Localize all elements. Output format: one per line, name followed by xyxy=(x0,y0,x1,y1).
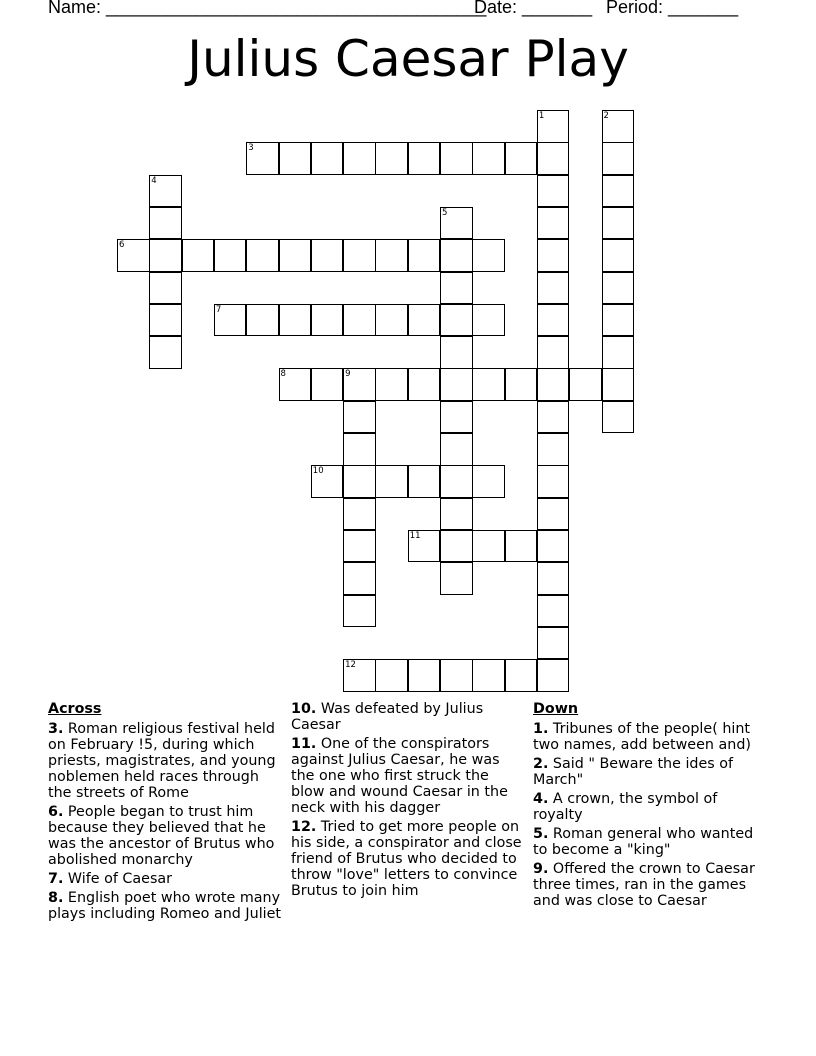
clue-number-label: 5. xyxy=(533,826,549,842)
grid-cell[interactable] xyxy=(537,336,570,369)
grid-cell[interactable] xyxy=(537,401,570,434)
grid-cell[interactable] xyxy=(537,659,570,692)
clue-text: Offered the crown to Caesar three times, ran in the games and was close to Caesar xyxy=(533,861,755,909)
clue-number-label: 6. xyxy=(48,804,64,820)
clue-number: 7 xyxy=(215,304,222,315)
grid-cell[interactable] xyxy=(149,207,182,240)
grid-cell[interactable] xyxy=(149,336,182,369)
grid-cell[interactable] xyxy=(602,207,635,240)
grid-cell[interactable] xyxy=(149,239,182,272)
down-clue xyxy=(533,826,769,858)
clue-number-label: 1. xyxy=(533,721,549,737)
across-clue xyxy=(48,804,284,868)
grid-cell[interactable] xyxy=(440,530,473,563)
clue-number-label: 2. xyxy=(533,756,549,772)
grid-cell[interactable] xyxy=(537,562,570,595)
grid-cell[interactable] xyxy=(602,368,635,401)
grid-cell[interactable] xyxy=(537,272,570,305)
clue-number: 3 xyxy=(248,143,254,154)
grid-cell[interactable] xyxy=(505,530,538,563)
clue-number-label: 11. xyxy=(291,736,317,752)
clue-number-label: 12. xyxy=(291,819,317,835)
date-field[interactable]: Date: _______ xyxy=(474,0,593,17)
grid-cell[interactable] xyxy=(440,659,473,692)
clue-number: 2 xyxy=(603,111,609,121)
clue-text: Tribunes of the people( hint two names, add between and) xyxy=(533,721,751,753)
grid-cell[interactable] xyxy=(149,272,182,305)
grid-cell[interactable] xyxy=(343,304,376,337)
clue-text: Tried to get more people on his side, a conspirator and close friend of Brutus who decided to throw "love" letters to convince Brutus to join him xyxy=(291,819,522,899)
down-clue xyxy=(533,861,769,909)
clue-number: 5 xyxy=(442,207,448,218)
grid-cell[interactable] xyxy=(537,175,570,208)
grid-cell[interactable] xyxy=(375,304,408,337)
across-clue xyxy=(291,736,523,816)
name-field[interactable]: Name: ______________________________________ xyxy=(48,0,487,17)
clue-text: Said " Beware the ides of March" xyxy=(533,756,734,788)
grid-cell[interactable] xyxy=(375,368,408,401)
grid-cell[interactable] xyxy=(311,368,344,401)
grid-cell[interactable] xyxy=(311,239,344,272)
grid-cell[interactable] xyxy=(472,142,505,175)
clue-number: 1 xyxy=(538,111,545,121)
grid-cell[interactable] xyxy=(408,368,441,401)
grid-cell[interactable] xyxy=(408,304,441,337)
clue-number: 4 xyxy=(151,175,157,186)
grid-cell[interactable] xyxy=(537,530,570,563)
grid-cell[interactable] xyxy=(375,659,408,692)
grid-cell[interactable] xyxy=(537,239,570,272)
grid-cell[interactable] xyxy=(602,336,635,369)
across-clue xyxy=(48,871,284,887)
clue-number: 9 xyxy=(345,369,351,380)
across-clue xyxy=(48,721,284,801)
clues-column-3 xyxy=(533,701,769,912)
grid-cell[interactable] xyxy=(149,304,182,337)
clue-text: A crown, the symbol of royalty xyxy=(533,791,718,823)
clues-column-1 xyxy=(48,701,284,925)
grid-cell[interactable] xyxy=(505,142,538,175)
down-clue xyxy=(533,756,769,788)
grid-cell[interactable] xyxy=(537,304,570,337)
down-clue xyxy=(533,721,769,753)
clue-number-label: 4. xyxy=(533,791,549,807)
clue-text: English poet who wrote many plays including Romeo and Juliet xyxy=(48,890,282,922)
grid-cell[interactable] xyxy=(408,465,441,498)
clue-number-label: 7. xyxy=(48,871,64,887)
grid-cell[interactable] xyxy=(472,465,505,498)
grid-cell[interactable] xyxy=(182,239,215,272)
clue-number: 11 xyxy=(409,530,421,541)
clue-number-label: 8. xyxy=(48,890,64,906)
grid-cell[interactable] xyxy=(408,659,441,692)
grid-cell[interactable] xyxy=(537,595,570,628)
grid-cell[interactable] xyxy=(537,627,570,660)
grid-cell[interactable] xyxy=(569,368,602,401)
across-heading: Across xyxy=(48,701,102,717)
grid-cell[interactable] xyxy=(343,595,376,628)
grid-cell[interactable] xyxy=(375,142,408,175)
grid-cell[interactable] xyxy=(408,239,441,272)
clue-text: Was defeated by Julius Caesar xyxy=(291,701,484,733)
grid-cell[interactable] xyxy=(472,530,505,563)
grid-cell[interactable] xyxy=(602,272,635,305)
grid-cell[interactable] xyxy=(537,142,570,175)
clue-number: 10 xyxy=(312,466,324,477)
grid-cell[interactable] xyxy=(440,142,473,175)
grid-cell[interactable] xyxy=(375,465,408,498)
grid-cell[interactable] xyxy=(214,239,247,272)
period-field[interactable]: Period: _______ xyxy=(606,0,739,17)
grid-cell[interactable] xyxy=(440,498,473,531)
across-clue xyxy=(48,890,284,922)
grid-cell[interactable] xyxy=(246,304,279,337)
clues-column-2 xyxy=(291,701,523,902)
grid-cell[interactable] xyxy=(472,304,505,337)
grid-cell[interactable] xyxy=(602,239,635,272)
down-clue xyxy=(533,791,769,823)
down-heading: Down xyxy=(533,701,579,717)
grid-cell[interactable] xyxy=(311,304,344,337)
grid-cell[interactable] xyxy=(537,498,570,531)
grid-cell[interactable] xyxy=(537,207,570,240)
grid-cell[interactable] xyxy=(537,465,570,498)
grid-cell[interactable] xyxy=(279,304,312,337)
grid-cell[interactable] xyxy=(343,465,376,498)
grid-cell[interactable] xyxy=(440,368,473,401)
grid-cell[interactable] xyxy=(440,562,473,595)
grid-cell[interactable] xyxy=(440,272,473,305)
clue-text: Roman general who wanted to become a "king" xyxy=(533,826,754,858)
grid-cell[interactable] xyxy=(343,433,376,466)
grid-cell[interactable] xyxy=(505,368,538,401)
grid-cell[interactable] xyxy=(343,239,376,272)
grid-cell[interactable] xyxy=(279,239,312,272)
grid-cell[interactable] xyxy=(279,142,312,175)
clue-number: 8 xyxy=(280,369,286,380)
grid-cell[interactable] xyxy=(440,401,473,434)
clue-text: People began to trust him because they believed that he was the ancestor of Brutus who abolished monarchy xyxy=(48,804,275,868)
grid-cell[interactable] xyxy=(602,175,635,208)
page-title: Julius Caesar Play xyxy=(187,30,629,88)
grid-cell[interactable] xyxy=(343,142,376,175)
grid-cell[interactable] xyxy=(440,336,473,369)
grid-cell[interactable] xyxy=(472,368,505,401)
grid-cell[interactable] xyxy=(472,659,505,692)
grid-cell[interactable] xyxy=(537,368,570,401)
grid-cell[interactable] xyxy=(343,498,376,531)
grid-cell[interactable] xyxy=(505,659,538,692)
grid-cell[interactable] xyxy=(440,239,473,272)
across-clue xyxy=(291,701,523,733)
grid-cell[interactable] xyxy=(472,239,505,272)
clue-number-label: 10. xyxy=(291,701,317,717)
grid-cell[interactable] xyxy=(440,433,473,466)
grid-cell[interactable] xyxy=(343,562,376,595)
clue-text: Wife of Caesar xyxy=(63,871,173,887)
grid-cell[interactable] xyxy=(343,401,376,434)
clue-number-label: 9. xyxy=(533,861,549,877)
grid-cell[interactable] xyxy=(375,239,408,272)
grid-cell[interactable] xyxy=(343,530,376,563)
grid-cell[interactable] xyxy=(440,304,473,337)
clue-number: 6 xyxy=(119,240,125,251)
grid-cell[interactable] xyxy=(246,239,279,272)
across-clue xyxy=(291,819,523,899)
clue-number-label: 3. xyxy=(48,721,64,737)
grid-cell[interactable] xyxy=(311,142,344,175)
grid-cell[interactable] xyxy=(602,401,635,434)
grid-cell[interactable] xyxy=(440,465,473,498)
clue-number: 12 xyxy=(345,660,356,671)
grid-cell[interactable] xyxy=(602,304,635,337)
grid-cell[interactable] xyxy=(537,433,570,466)
grid-cell[interactable] xyxy=(408,142,441,175)
clue-text: One of the conspirators against Julius Caesar, he was the one who first struck the blow and wound Caesar in the neck with his dagger xyxy=(291,736,508,816)
clue-text: Roman religious festival held on February !5, during which priests, magistrates, and young noblemen held races through the streets of Rome xyxy=(48,721,276,801)
grid-cell[interactable] xyxy=(602,142,635,175)
